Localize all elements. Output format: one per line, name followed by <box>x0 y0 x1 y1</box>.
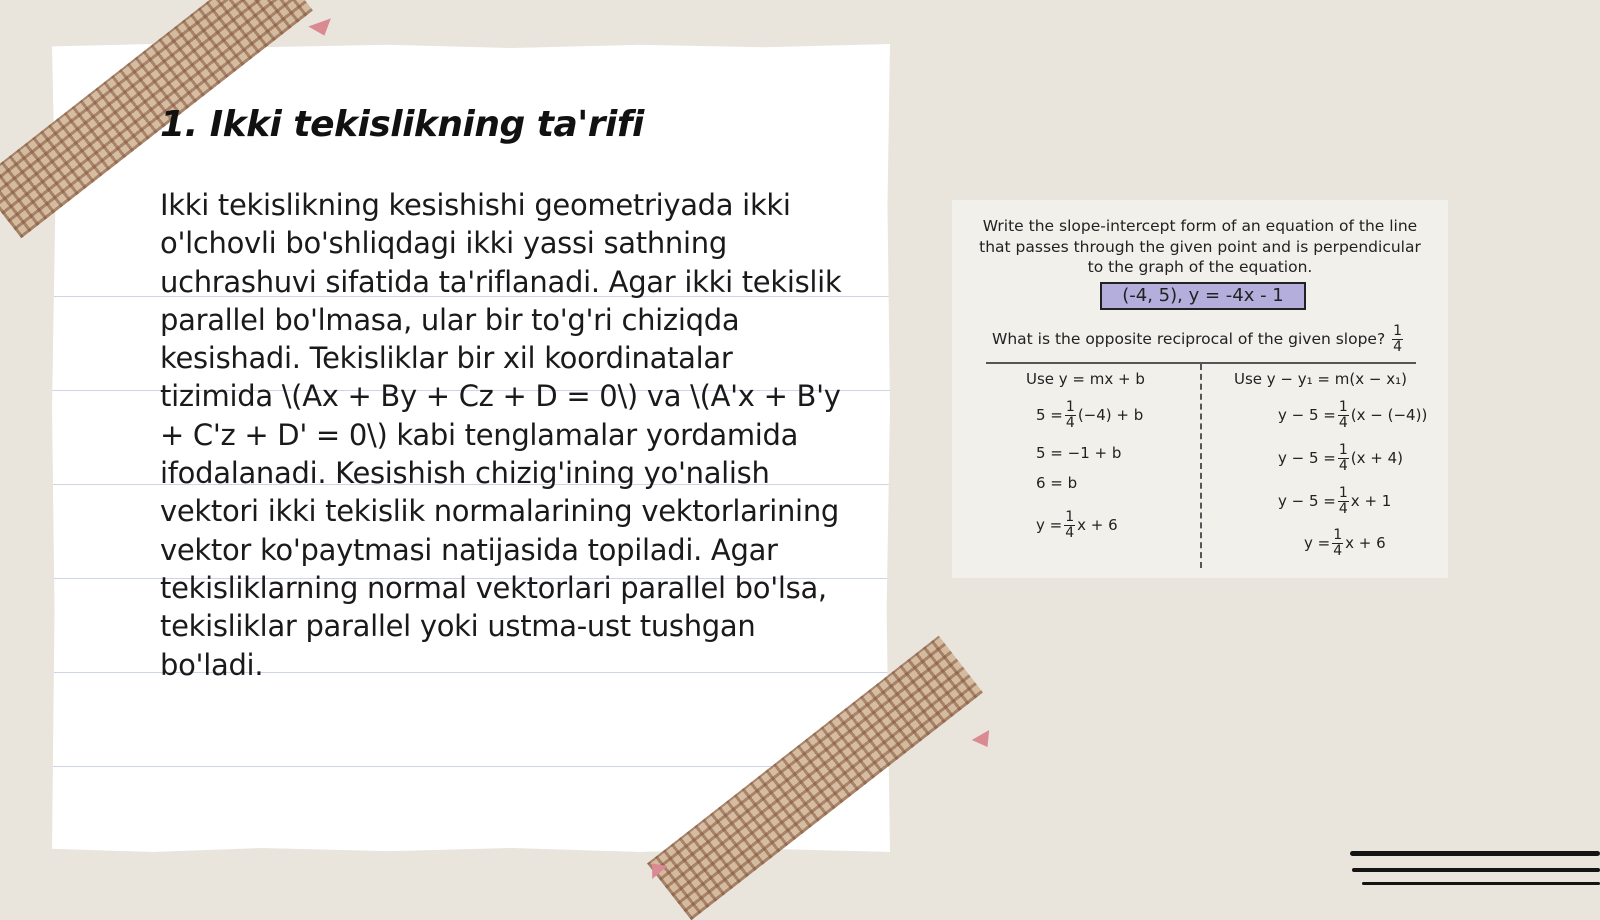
left-step-3: 6 = b <box>1036 474 1078 492</box>
figure-column-separator <box>1200 364 1202 568</box>
prompt-line: that passes through the given point and is perpendicular <box>979 237 1421 256</box>
brush-stroke <box>1362 882 1600 885</box>
paper-rule <box>52 766 890 767</box>
left-step-4: y = $\frac{1}{4}$ x + 6 <box>1036 509 1118 541</box>
right-header: Use y − y₁ = m(x − x₁) <box>1234 370 1407 388</box>
slide-body-text: Ikki tekislikning kesishishi geometriyada ikki o'lchovli bo'shliqdagi ikki yassi sathning uchrashuvi sifatida ta'riflanadi. Agar ikki tekislik parallel bo'lmasa, ular bir to'g'ri chiziqda kesishadi. Tekisliklar bir xil koordinatalar tizimida \(Ax + By + Cz + D = 0\) va \(A'x + B'y + C'z + D' = 0\) kabi tenglamalar yordamida ifodalanadi. Kesishish chizig'ining yo'nalish vektori ikki tekislik normalarining vektorlarining vektor ko'paytmasi natijasida topiladi. Agar tekisliklarning normal vektorlari parallel bo'lsa, tekisliklar parallel yoki ustma-ust tushgan bo'ladi. <box>160 188 842 682</box>
left-step-2: 5 = −1 + b <box>1036 444 1122 462</box>
slide-title: 1. Ikki tekislikning ta'rifi <box>160 104 644 145</box>
answer-fraction: $\frac{1}{4}$ <box>1393 323 1403 355</box>
figure-prompt <box>952 216 1448 278</box>
right-step-3: y − 5 = $\frac{1}{4}$ x + 1 <box>1278 485 1392 517</box>
prompt-line: to the graph of the equation. <box>1087 258 1313 276</box>
question-text: What is the opposite reciprocal of the given slope? <box>992 330 1386 348</box>
right-step-4: y = $\frac{1}{4}$ x + 6 <box>1304 527 1386 559</box>
figure-question <box>992 324 1405 355</box>
tape-tab-decoration <box>972 730 996 752</box>
brush-stroke <box>1352 868 1600 872</box>
math-example-figure <box>952 200 1448 578</box>
tape-tab-decoration <box>308 18 335 39</box>
left-step-1: 5 = $\frac{1}{4}$ (−4) + b <box>1036 399 1144 431</box>
given-equation-box: (-4, 5), y = -4x - 1 <box>1100 282 1306 310</box>
right-step-2: y − 5 = $\frac{1}{4}$ (x + 4) <box>1278 442 1404 474</box>
right-step-1: y − 5 = $\frac{1}{4}$ (x − (−4)) <box>1278 399 1428 431</box>
prompt-line: Write the slope-intercept form of an equation of the line <box>982 217 1418 235</box>
left-header: Use y = mx + b <box>1026 370 1145 388</box>
brush-stroke <box>1350 851 1600 856</box>
